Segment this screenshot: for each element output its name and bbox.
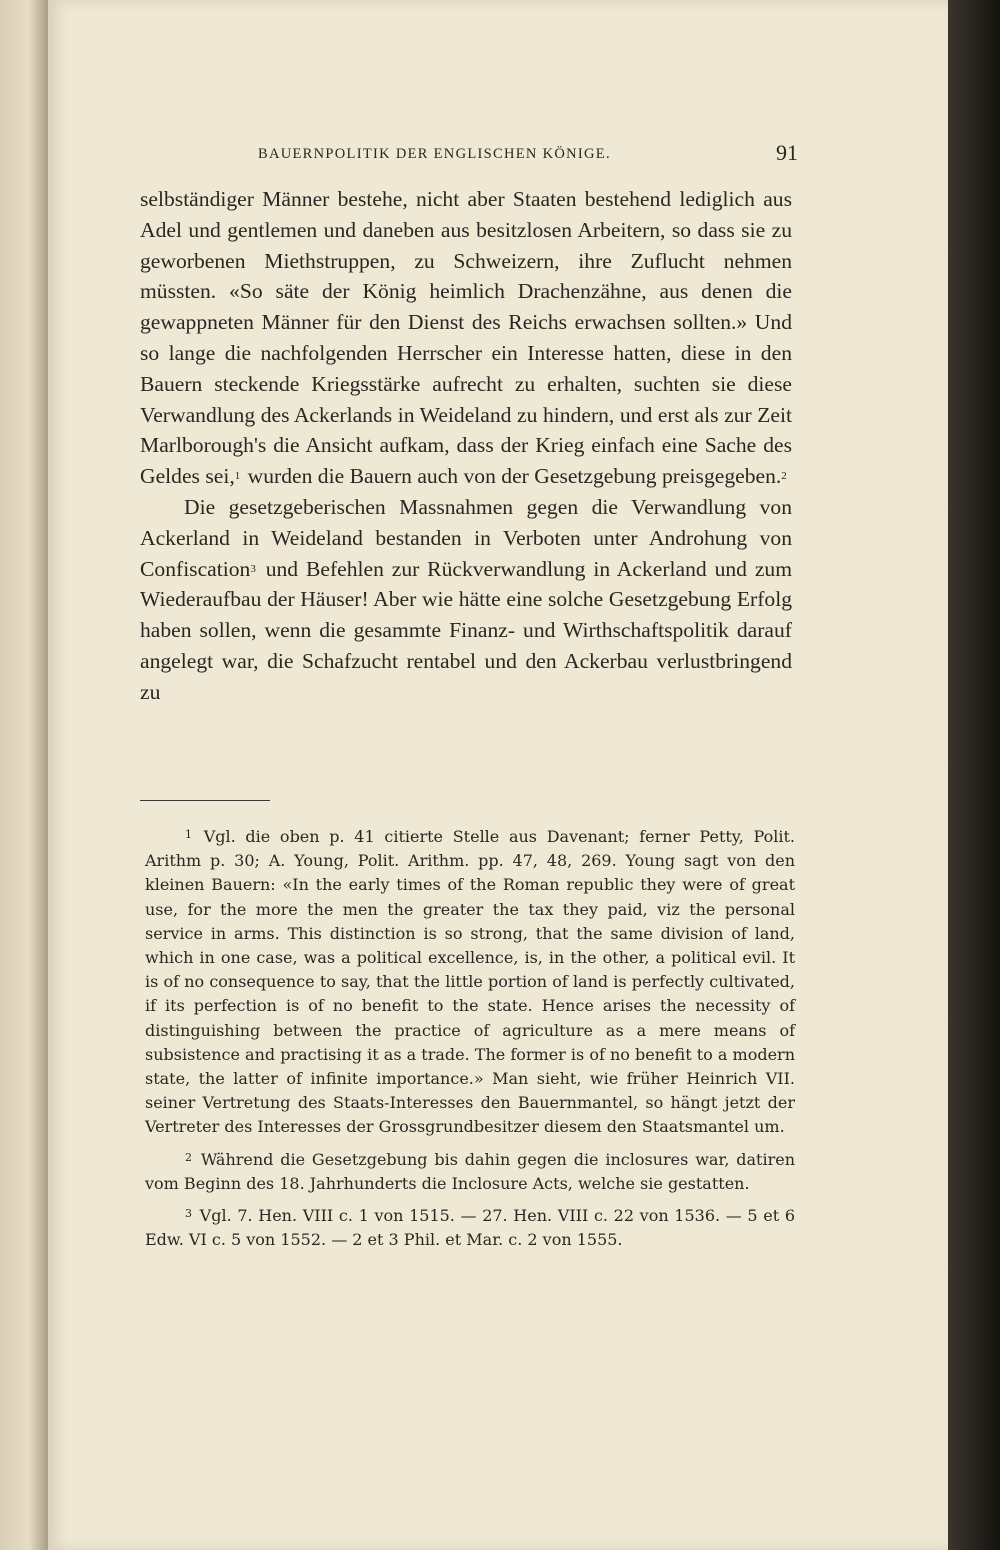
book-gutter [0,0,48,1550]
paragraph-1-continuation: wurden die Bauern auch von der Gesetzgebung preisgegeben. [242,464,782,489]
footnote-1-text: Vgl. die oben p. 41 citierte Stelle aus Davenant; ferner Petty, Polit. Arithm p. 30; A. Young, Polit. Arithm. pp. 47, 48, 269. Young sagt von den kleinen Bauern: «In the early times of the Roman republic they were of great use, for the more the men the greater the tax they paid, viz the personal service in arms. This distinction is so strong, that the same division of land, which in one case, was a political excellence, is, in the other, a political evil. It is of no consequence to say, that the little portion of land is perfectly cultivated, if its perfection is of no benefit to the state. Hence arises the necessity of distinguishing between the practice of agriculture as a mere means of subsistence and practising it as a trade. The former is of no benefit to a modern state, the latter of infinite importance.» Man sieht, wie früher Heinrich VII. seiner Vertretung des Staats-Interesses den Bauernmantel, so hängt jetzt der Vertreter des Interesses der Grossgrundbesitzer diesem den Staatsmantel um. [145,827,795,1137]
footnote-3-text: Vgl. 7. Hen. VIII c. 1 von 1515. — 27. Hen. VIII c. 22 von 1536. — 5 et 6 Edw. VI c. 5 von 1552. — 2 et 3 Phil. et Mar. c. 2 von 1555. [145,1206,796,1250]
paragraph-2 [140,492,792,708]
footnote-ref-1: 1 [234,470,241,483]
footnote-2 [145,1146,795,1196]
paragraph-1-text: selbständiger Männer bestehe, nicht aber Staaten bestehend lediglich aus Adel und gentlemen und daneben aus besitzlosen Arbeitern, so dass sie zu geworbenen Miethstruppen, zu Schweizern, ihre Zuflucht nehmen müssten. «So säte der König heimlich Drachenzähne, aus denen die gewappneten Männer für den Dienst des Reichs erwachsen sollten.» Und so lange die nachfolgenden Herrscher ein Interesse hatten, diese in den Bauern steckende Kriegsstärke aufrecht zu erhalten, suchten sie diese Verwandlung des Ackerlands in Weideland zu hindern, und erst als zur Zeit Marlborough's die Ansicht aufkam, dass der Krieg einfach eine Sache des Geldes sei, [140,187,792,489]
footnote-2-marker: 2 [185,1150,192,1164]
footnote-separator [140,800,270,801]
paragraph-2-end: und Befehlen zur Rückverwandlung in Ackerland und zum Wiederaufbau der Häuser! Aber wie hätte eine solche Gesetzgebung Erfolg haben sollen, wenn die gesammte Finanz- und Wirthschaftspolitik darauf angelegt war, die Schafzucht rentabel und den Ackerbau verlustbringend zu [140,556,792,704]
footnote-ref-3: 3 [250,562,256,575]
paragraph-1 [140,184,792,492]
running-title: BAUERNPOLITIK DER ENGLISCHEN KÖNIGE. [258,146,611,162]
main-text [140,184,792,708]
footnote-ref-2: 2 [781,470,787,483]
paragraph-2-start: Die gesetzgeberischen Massnahmen gegen die Verwandlung von Ackerland in Weideland bestanden in Verboten unter Androhung von Confiscation [140,494,792,581]
page-edge-shadow [948,0,1000,1550]
page-number: 91 [776,140,798,165]
footnote-2-text: Während die Gesetzgebung bis dahin gegen die inclosures war, datiren vom Beginn des 18. Jahrhunderts die Inclosure Acts, welche sie gestatten. [145,1149,795,1193]
footnotes [145,823,795,1252]
page-header [258,142,798,170]
footnote-1 [145,823,795,1140]
footnote-3 [145,1202,795,1252]
footnote-1-marker: 1 [185,828,192,841]
footnote-3-marker: 3 [185,1207,192,1221]
